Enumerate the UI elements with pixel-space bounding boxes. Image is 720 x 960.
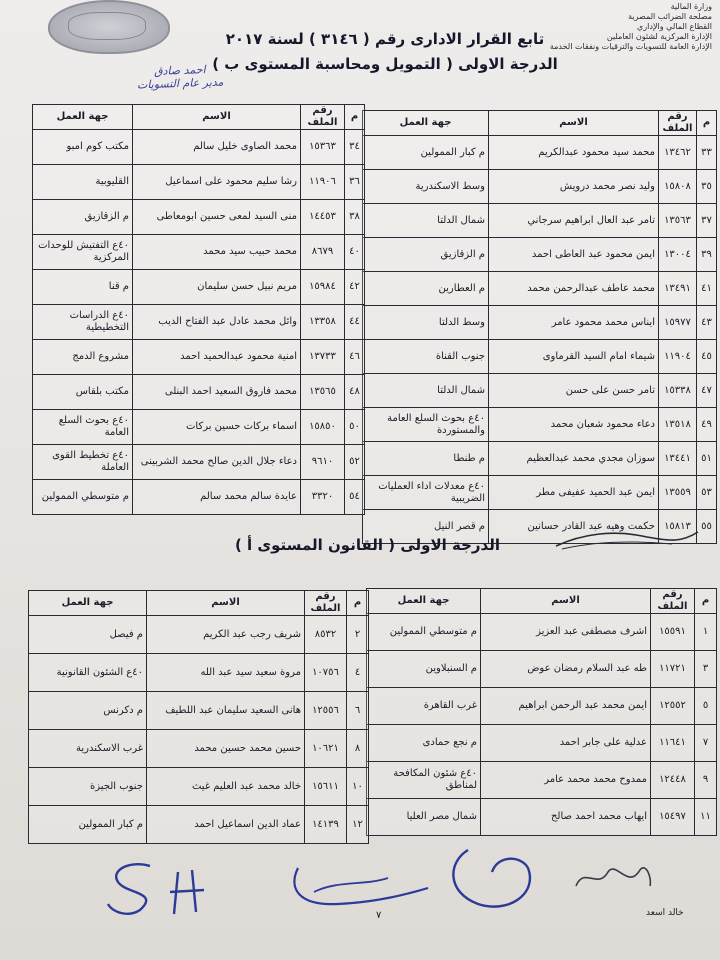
section2-title: الدرجة الاولى ( القانون المستوى أ ): [234, 536, 500, 554]
col-m: م: [345, 105, 365, 130]
ministry-line: الإدارة المركزية لشئون العاملين: [606, 32, 712, 41]
ministry-line: القطاع المالي والإداري: [637, 22, 712, 31]
row-number: ٤٩: [697, 408, 717, 442]
employee-name: ايناس محمد محمود عامر: [489, 306, 659, 340]
col-name: الاسم: [133, 105, 301, 130]
employee-name: سوزان مجدي محمد عبدالعظيم: [489, 442, 659, 476]
employee-name: دعاء جلال الدين صالح محمد الشربينى: [133, 445, 301, 480]
table-row: [33, 480, 365, 515]
file-number: ١٥٨١٣: [659, 510, 697, 544]
workplace: وسط الاسكندرية: [363, 170, 489, 204]
workplace: غرب القاهرة: [367, 688, 481, 725]
workplace: م الزقازيق: [363, 238, 489, 272]
table-row: [367, 799, 717, 836]
file-number: ٨٦٧٩: [301, 235, 345, 270]
employee-name: حكمت وهيه عبد القادر حسانين: [489, 510, 659, 544]
row-number: ٤١: [697, 272, 717, 306]
table-row: [29, 654, 369, 692]
table-row: [363, 340, 717, 374]
workplace: مكتب بلقاس: [33, 375, 133, 410]
row-number: ٤٢: [345, 270, 365, 305]
workplace: م متوسطي الممولين: [367, 614, 481, 651]
ministry-line: الإدارة العامة للتسويات والترقيات ونفقات الخدمة: [549, 42, 712, 51]
file-number: ١٣٤٦٢: [659, 136, 697, 170]
employee-name: مريم نبيل حسن سليمان: [133, 270, 301, 305]
employee-name: امنية محمود عبدالحميد احمد: [133, 340, 301, 375]
col-file-no: رقم الملف: [305, 591, 347, 616]
workplace: م متوسطي الممولين: [33, 480, 133, 515]
workplace: مكتب كوم امبو: [33, 130, 133, 165]
file-number: ١٤٤٥٣: [301, 200, 345, 235]
section2-right-table: [366, 588, 717, 836]
workplace: م السنبلاوين: [367, 651, 481, 688]
table-row: [29, 806, 369, 844]
file-number: ١٥٩٧٧: [659, 306, 697, 340]
table-row: [363, 408, 717, 442]
file-number: ١٣٥٦٣: [659, 204, 697, 238]
table-row: [363, 238, 717, 272]
col-name: الاسم: [147, 591, 305, 616]
col-file-no: رقم الملف: [659, 111, 697, 136]
file-number: ١٥٨٠٨: [659, 170, 697, 204]
table-row: [29, 616, 369, 654]
signature-3: [438, 842, 558, 922]
workplace: م الزقازيق: [33, 200, 133, 235]
file-number: ١٣٥٦٥: [301, 375, 345, 410]
row-number: ٤٦: [345, 340, 365, 375]
workplace: مشروع الدمج: [33, 340, 133, 375]
table-row: [33, 410, 365, 445]
table-row: [367, 688, 717, 725]
row-number: ٤٨: [345, 375, 365, 410]
file-number: ١١٩٠٤: [659, 340, 697, 374]
workplace: ٤٠ع بحوث السلع العامة والمستوردة: [363, 408, 489, 442]
col-m: م: [697, 111, 717, 136]
row-number: ٤٥: [697, 340, 717, 374]
file-number: ١١٩٠٦: [301, 165, 345, 200]
table-row: [367, 651, 717, 688]
employee-name: شيماء امام السيد القرماوى: [489, 340, 659, 374]
employee-name: حسين محمد حسين محمد: [147, 730, 305, 768]
row-number: ٦: [347, 692, 369, 730]
col-name: الاسم: [489, 111, 659, 136]
workplace: ٤٠ع بحوث السلع العامة: [33, 410, 133, 445]
signer-stamp: [120, 62, 241, 92]
table-row: [33, 445, 365, 480]
workplace: م دكرنس: [29, 692, 147, 730]
decision-title: تابع القرار الادارى رقم ( ٣١٤٦ ) لسنة ٢٠١٧: [225, 30, 545, 48]
row-number: ٢: [347, 616, 369, 654]
workplace: م نجع حمادى: [367, 725, 481, 762]
table-row: [29, 768, 369, 806]
employee-name: رشا سليم محمود على اسماعيل: [133, 165, 301, 200]
file-number: ١٥٦١١: [305, 768, 347, 806]
workplace: شمال مصر العليا: [367, 799, 481, 836]
employee-name: وليد نصر محمد درويش: [489, 170, 659, 204]
handwritten-mark: [552, 524, 702, 554]
file-number: ١٣٤٩١: [659, 272, 697, 306]
row-number: ٥: [695, 688, 717, 725]
employee-name: ايمن محمد عبد الرحمن ابراهيم: [481, 688, 651, 725]
table-row: [33, 270, 365, 305]
row-number: ١٠: [347, 768, 369, 806]
file-number: ٣٣٢٠: [301, 480, 345, 515]
employee-name: محمد عاطف عبدالرحمن محمد: [489, 272, 659, 306]
file-number: ١٥٨٥٠: [301, 410, 345, 445]
table-row: [29, 692, 369, 730]
file-number: ١٢٥٥٢: [651, 688, 695, 725]
col-workplace: جهة العمل: [33, 105, 133, 130]
table-row: [33, 340, 365, 375]
workplace: ٤٠ع التفتيش للوحدات المركزية: [33, 235, 133, 270]
ministry-line: وزارة المالية: [670, 2, 712, 11]
employee-name: تامر عبد العال ابراهيم سرجاني: [489, 204, 659, 238]
employee-name: منى السيد لمعى حسين ابومعاطى: [133, 200, 301, 235]
section2-left-table: [28, 590, 369, 844]
workplace: شمال الدلتا: [363, 204, 489, 238]
workplace: م العطارين: [363, 272, 489, 306]
row-number: ١٢: [347, 806, 369, 844]
workplace: م كبار الممولين: [363, 136, 489, 170]
table-row: [33, 375, 365, 410]
employee-name: اسماء بركات حسين بركات: [133, 410, 301, 445]
employee-name: ايمن عبد الحميد عفيفى مطر: [489, 476, 659, 510]
employee-name: ايهاب محمد احمد صالح: [481, 799, 651, 836]
workplace: وسط الدلتا: [363, 306, 489, 340]
file-number: ١١٦٤١: [651, 725, 695, 762]
row-number: ٥٢: [345, 445, 365, 480]
table-row: [33, 200, 365, 235]
file-number: ١١٧٢١: [651, 651, 695, 688]
file-number: ١٣٥١٨: [659, 408, 697, 442]
employee-name: هانى السعيد سليمان عبد اللطيف: [147, 692, 305, 730]
workplace: م قصر النيل: [363, 510, 489, 544]
employee-name: محمد حبيب سيد محمد: [133, 235, 301, 270]
employee-name: تامر حسن على حسن: [489, 374, 659, 408]
file-number: ١٥٤٩٧: [651, 799, 695, 836]
row-number: ١١: [695, 799, 717, 836]
row-number: ٧: [695, 725, 717, 762]
workplace: ٤٠ع الشئون القانونية: [29, 654, 147, 692]
col-m: م: [695, 589, 717, 614]
workplace: م قنا: [33, 270, 133, 305]
file-number: ١٥٥٩١: [651, 614, 695, 651]
file-number: ١٣٣٥٨: [301, 305, 345, 340]
section1-left-table: [32, 104, 365, 515]
row-number: ٥١: [697, 442, 717, 476]
workplace: جنوب القناة: [363, 340, 489, 374]
row-number: ٣٧: [697, 204, 717, 238]
row-number: ٥٣: [697, 476, 717, 510]
employee-name: عماد الدين اسماعيل احمد: [147, 806, 305, 844]
workplace: غرب الاسكندرية: [29, 730, 147, 768]
workplace: القليوبية: [33, 165, 133, 200]
file-number: ١٢٤٤٨: [651, 762, 695, 799]
employee-name: محمد الصاوى خليل سالم: [133, 130, 301, 165]
col-m: م: [347, 591, 369, 616]
table-row: [29, 730, 369, 768]
row-number: ٥٤: [345, 480, 365, 515]
file-number: ١٣٧٣٣: [301, 340, 345, 375]
row-number: ٥٥: [697, 510, 717, 544]
row-number: ٥٠: [345, 410, 365, 445]
row-number: ٣: [695, 651, 717, 688]
file-number: ١٣٠٠٤: [659, 238, 697, 272]
employee-name: ممدوح محمد محمد عامر: [481, 762, 651, 799]
employee-name: محمد سيد محمود عبدالكريم: [489, 136, 659, 170]
row-number: ٣٥: [697, 170, 717, 204]
col-file-no: رقم الملف: [301, 105, 345, 130]
employee-name: محمد فاروق السعيد احمد البنلى: [133, 375, 301, 410]
row-number: ٩: [695, 762, 717, 799]
table-row: [363, 306, 717, 340]
employee-name: خالد محمد عبد العليم غيث: [147, 768, 305, 806]
row-number: ٤٤: [345, 305, 365, 340]
table-row: [33, 130, 365, 165]
employee-name: اشرف مصطفى عبد العزيز: [481, 614, 651, 651]
workplace: شمال الدلتا: [363, 374, 489, 408]
employee-name: ايمن محمود عبد العاطى احمد: [489, 238, 659, 272]
row-number: ٣٨: [345, 200, 365, 235]
table-row: [363, 476, 717, 510]
table-row: [367, 762, 717, 799]
file-number: ١٣٤٤١: [659, 442, 697, 476]
row-number: ٨: [347, 730, 369, 768]
workplace: ٤٠ع شئون المكافحة لمناطق: [367, 762, 481, 799]
row-number: ٣٦: [345, 165, 365, 200]
table-row: [363, 374, 717, 408]
workplace: م فيصل: [29, 616, 147, 654]
workplace: م كبار الممولين: [29, 806, 147, 844]
employee-name: طه عبد السلام رمضان عوض: [481, 651, 651, 688]
row-number: ٤٧: [697, 374, 717, 408]
table-row: [363, 170, 717, 204]
file-number: ١٢٥٥٦: [305, 692, 347, 730]
workplace: جنوب الجيزة: [29, 768, 147, 806]
employee-name: عدلية على جابر احمد: [481, 725, 651, 762]
file-number: ١٥٣٦٣: [301, 130, 345, 165]
table-row: [363, 136, 717, 170]
row-number: ٤: [347, 654, 369, 692]
page-number: ٧: [376, 910, 382, 921]
table-row: [33, 165, 365, 200]
table-row: [363, 442, 717, 476]
signer-name: احمد صادق: [153, 63, 206, 78]
file-number: ١٤١٣٩: [305, 806, 347, 844]
workplace: ٤٠ع الدراسات التخطيطية: [33, 305, 133, 340]
row-number: ٣٩: [697, 238, 717, 272]
printed-name: خالد اسعد: [646, 908, 684, 918]
row-number: ٤٠: [345, 235, 365, 270]
file-number: ١٠٧٥٦: [305, 654, 347, 692]
table-row: [367, 725, 717, 762]
employee-name: مروة سعيد سيد عبد الله: [147, 654, 305, 692]
workplace: ٤٠ع معدلات اداء العمليات الضريبية: [363, 476, 489, 510]
table-row: [367, 614, 717, 651]
signature-1: [100, 852, 220, 922]
file-number: ١٣٥٥٩: [659, 476, 697, 510]
signature-4: [570, 856, 656, 900]
row-number: ٣٣: [697, 136, 717, 170]
employee-name: دعاء محمود شعبان محمد: [489, 408, 659, 442]
file-number: ٨٥٣٢: [305, 616, 347, 654]
col-workplace: جهة العمل: [367, 589, 481, 614]
file-number: ٩٦١٠: [301, 445, 345, 480]
signature-2: [278, 858, 438, 918]
workplace: ٤٠ع تخطيط القوى العاملة: [33, 445, 133, 480]
row-number: ٣٤: [345, 130, 365, 165]
row-number: ٤٣: [697, 306, 717, 340]
section1-right-table: [362, 110, 717, 544]
employee-name: وائل محمد عادل عبد الفتاح الديب: [133, 305, 301, 340]
employee-name: عايدة سالم محمد سالم: [133, 480, 301, 515]
table-row: [363, 204, 717, 238]
col-workplace: جهة العمل: [363, 111, 489, 136]
file-number: ١٠٦٢١: [305, 730, 347, 768]
workplace: م طنطا: [363, 442, 489, 476]
file-number: ١٥٣٣٨: [659, 374, 697, 408]
col-file-no: رقم الملف: [651, 589, 695, 614]
col-name: الاسم: [481, 589, 651, 614]
file-number: ١٥٩٨٤: [301, 270, 345, 305]
grade-title: الدرجة الاولى ( التمويل ومحاسبة المستوى ب ): [212, 55, 558, 73]
table-row: [363, 272, 717, 306]
ministry-line: مصلحة الضرائب المصرية: [628, 12, 712, 21]
signer-title: مدير عام التسويات: [136, 75, 224, 92]
row-number: ١: [695, 614, 717, 651]
ministry-seal: [48, 0, 170, 54]
employee-name: شريف رجب عبد الكريم: [147, 616, 305, 654]
col-workplace: جهة العمل: [29, 591, 147, 616]
table-row: [33, 235, 365, 270]
table-row: [33, 305, 365, 340]
